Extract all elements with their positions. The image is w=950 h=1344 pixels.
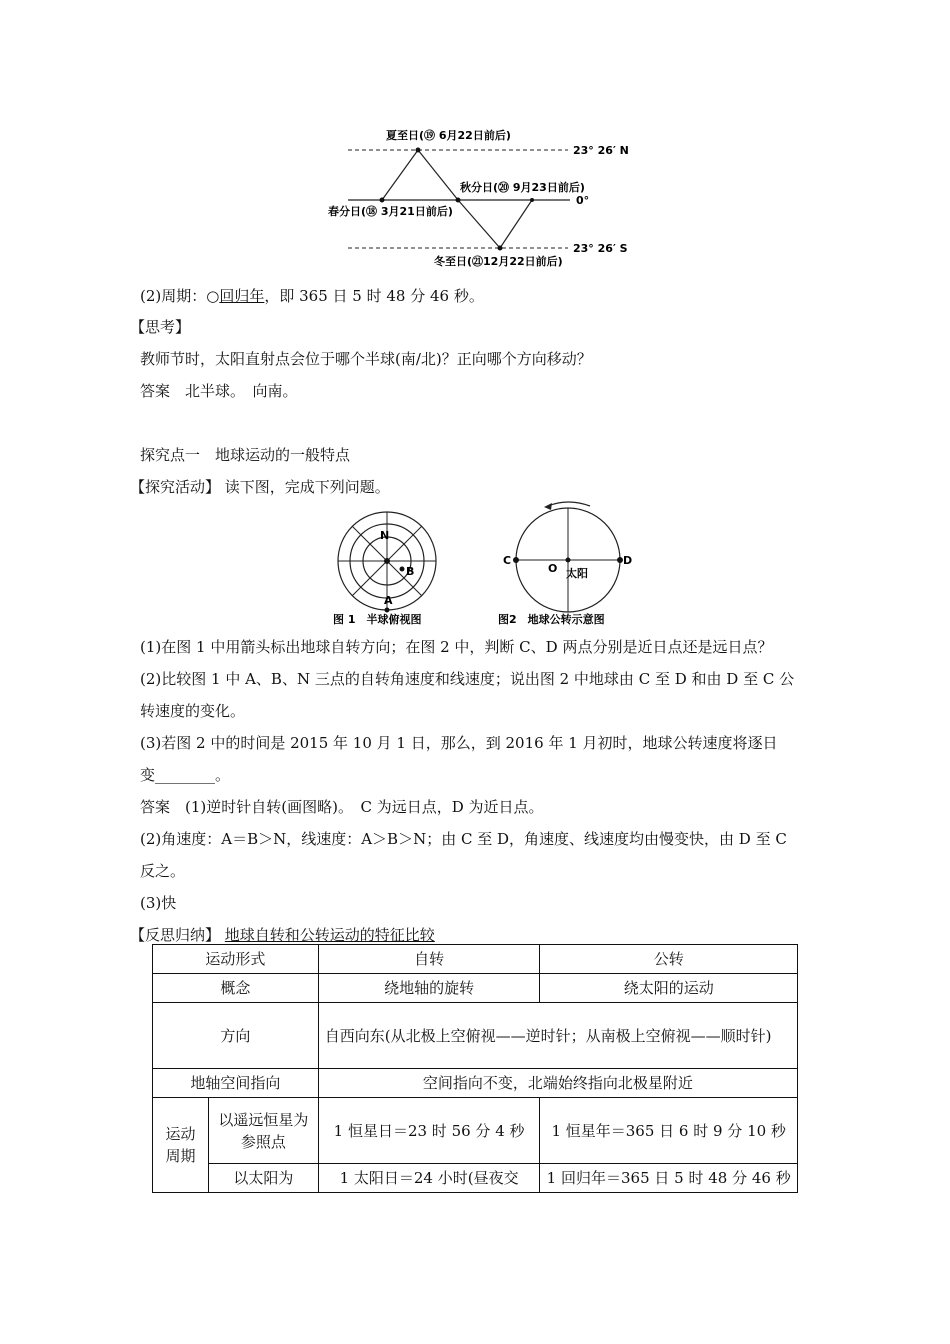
think-question: 教师节时，太阳直射点会位于哪个半球(南/北)？正向哪个方向移动？ <box>140 350 592 368</box>
question-3a: (3)若图 2 中的时间是 2015 年 10 月 1 日，那么，到 2016 年 1 月初时，地球公转速度将逐日 <box>140 734 778 752</box>
figure2-caption: 图2 地球公转示意图 <box>498 613 605 626</box>
answer-3: (3)快 <box>140 894 177 912</box>
answer-2a: (2)角速度：A＝B＞N，线速度：A＞B＞N；由 C 至 D，角速度、线速度均由慢变快，由 D 至 C <box>140 830 787 848</box>
question-1: (1)在图 1 中用箭头标出地球自转方向；在图 2 中，判断 C、D 两点分别是近日点还是远日点？ <box>140 638 773 656</box>
summer-solstice-label: 夏至日(⑲ 6月22日前后) <box>386 129 511 142</box>
activity-heading: 【探究活动】 读下图，完成下列问题。 <box>130 478 390 496</box>
comparison-table <box>152 944 798 1193</box>
point-n-label: N <box>380 529 390 542</box>
subsolar-migration-diagram <box>300 120 660 270</box>
table-header-row <box>153 945 798 974</box>
table-row: 以太阳为 1 太阳日＝24 小时(昼夜交 1 回归年＝365 日 5 时 48 分 46 秒 <box>153 1164 798 1193</box>
figure2-revolution-diagram <box>490 500 633 628</box>
tropic-north-label: 23° 26′ N <box>573 144 629 157</box>
table-row: 概念 绕地轴的旋转 绕太阳的运动 <box>153 974 798 1003</box>
point-c-label: C <box>503 554 512 567</box>
point-a-label: A <box>384 594 393 607</box>
table-row: 运动周期 以遥远恒星为参照点 1 恒星日＝23 时 56 分 4 秒 1 恒星年＝365 日 6 时 9 分 10 秒 <box>153 1098 798 1164</box>
reflect-tag: 【反思归纳】 <box>130 926 221 944</box>
think-heading: 【思考】 <box>130 318 191 336</box>
question-2b: 转速度的变化。 <box>140 702 246 720</box>
point-b-label: B <box>406 565 415 578</box>
answer-2b: 反之。 <box>140 862 186 880</box>
tropic-south-label: 23° 26′ S <box>573 242 628 255</box>
question-3b: 变________。 <box>140 766 231 784</box>
section-title: 探究点一 地球运动的一般特点 <box>140 446 351 464</box>
reflect-title: 地球自转和公转运动的特征比较 <box>224 926 435 944</box>
answer-1: 答案 (1)逆时针自转(画图略)。 C 为远日点，D 为近日点。 <box>140 798 544 816</box>
header-revolution: 公转 <box>540 945 798 974</box>
figure1-caption: 图 1 半球俯视图 <box>333 613 422 626</box>
think-answer: 答案 北半球。 向南。 <box>140 382 298 400</box>
point-o-label: O <box>548 562 558 575</box>
table-row: 地轴空间指向 空间指向不变，北端始终指向北极星附近 <box>153 1069 798 1098</box>
period-line: (2)周期：○回归年，即 365 日 5 时 48 分 46 秒。 <box>140 287 484 305</box>
spring-equinox-label: 春分日(⑱ 3月21日前后) <box>328 205 453 218</box>
circle-marker: ○ <box>206 287 220 305</box>
figure1-hemisphere-view <box>325 508 455 628</box>
table-row: 方向 自西向东(从北极上空俯视——逆时针；从南极上空俯视——顺时针) <box>153 1003 798 1069</box>
autumn-equinox-label: 秋分日(⑳ 9月23日前后) <box>460 181 585 194</box>
question-2a: (2)比较图 1 中 A、B、N 三点的自转角速度和线速度；说出图 2 中地球由 C 至 D 和由 D 至 C 公 <box>140 670 795 688</box>
header-rotation: 自转 <box>318 945 540 974</box>
header-motion-form: 运动形式 <box>153 945 319 974</box>
equator-label: 0° <box>576 194 590 207</box>
point-d-label: D <box>623 554 633 567</box>
sun-label: 太阳 <box>566 567 588 580</box>
reflect-heading <box>130 925 435 945</box>
winter-solstice-label: 冬至日(㉑12月22日前后) <box>434 255 563 268</box>
